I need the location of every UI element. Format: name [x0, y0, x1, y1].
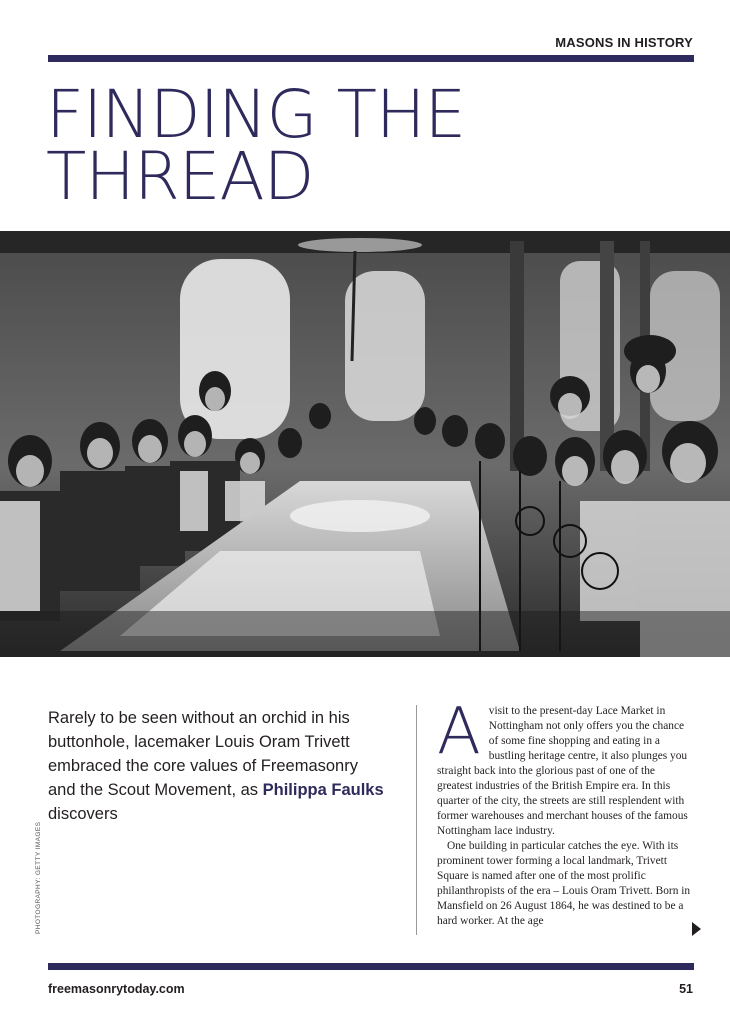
body-paragraph-1	[437, 695, 693, 839]
author-name: Philippa Faulks	[262, 781, 384, 799]
standfirst-text: Rarely to be seen without an orchid in his buttonhole, lacemaker Louis Oram Trivett embraced the core values of Freemasonry and the Scout Movement, as	[48, 709, 358, 799]
continue-arrow-icon	[692, 922, 701, 936]
hero-photo	[0, 231, 730, 657]
headline	[46, 76, 466, 215]
headline-line-2: THREAD	[46, 138, 314, 215]
body-paragraph-2: One building in particular catches the eye. With its prominent tower forming a local landmark, Trivett Square is named after one of the most prolific philanthropists of the era – Louis Oram Trivett. Born in Mansfield on 26 August 1864, he was destined to be a hard worker. At the age	[437, 840, 691, 927]
drop-cap: A	[437, 695, 481, 769]
headline-line-1: FINDING THE	[46, 76, 466, 153]
footer-url[interactable]: freemasonrytoday.com	[48, 982, 185, 996]
page-number: 51	[679, 982, 693, 996]
bottom-rule	[48, 963, 694, 970]
paragraph-1-text: visit to the present-day Lace Market in Nottingham not only offers you the chance of some fine shopping and eating in a bustling heritage centre, it also plunges you straight back into the glorious past of one of the greatest industries of the British Empire era. In this quarter of the city, the streets are still resplendent with former warehouses and merchant houses of the famous Nottingham lace industry.	[437, 705, 688, 837]
standfirst	[48, 706, 388, 826]
lace-factory-photo	[0, 231, 730, 657]
article-body	[437, 695, 693, 929]
photo-credit: PHOTOGRAPHY: GETTY IMAGES	[35, 821, 42, 934]
top-rule	[48, 55, 694, 62]
standfirst-ending: discovers	[48, 805, 118, 823]
section-label: MASONS IN HISTORY	[555, 35, 693, 50]
column-divider	[416, 705, 417, 935]
